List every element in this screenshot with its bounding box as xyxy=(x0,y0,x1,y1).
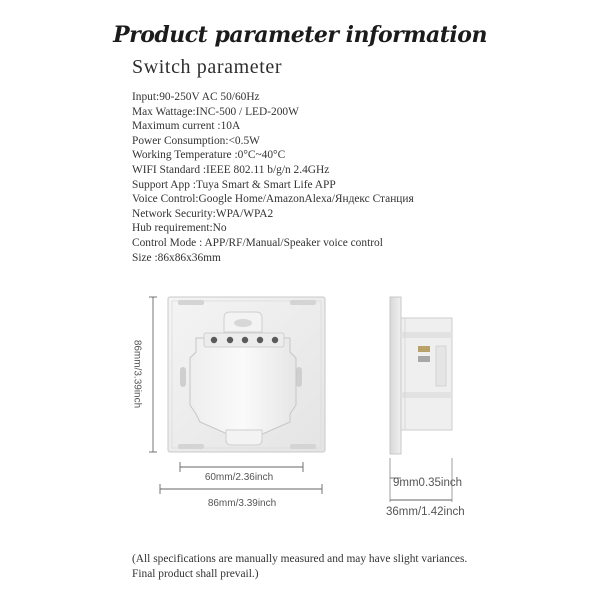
side-plate xyxy=(390,297,401,454)
spec-control-mode: Control Mode : APP/RF/Manual/Speaker voice control xyxy=(132,236,383,249)
bottom-clip xyxy=(226,430,262,445)
terminal-screw xyxy=(257,337,263,343)
height-dimension xyxy=(131,297,157,452)
spec-working-temperature: Working Temperature :0°C~40°C xyxy=(132,149,286,162)
terminal-screw xyxy=(211,337,217,343)
terminal-screw xyxy=(227,337,233,343)
spec-voice-control: Voice Control:Google Home/AmazonAlexa/Яндекс Станция xyxy=(132,193,414,206)
back-box xyxy=(190,338,296,436)
switch-back-view xyxy=(168,297,325,452)
spec-power-consumption: Power Consumption:<0.5W xyxy=(132,134,260,147)
total-depth-dimension xyxy=(386,500,465,518)
spec-support-app: Support App :Tuya Smart & Smart Life APP xyxy=(132,178,336,191)
inner-width-label: 60mm/2.36inch xyxy=(204,472,274,483)
outer-width-label: 86mm/3.39inch xyxy=(207,498,277,509)
spec-input: Input:90-250V AC 50/60Hz xyxy=(132,91,260,103)
mount-tab xyxy=(178,300,204,305)
outer-width-dimension xyxy=(160,484,322,509)
screw-slot xyxy=(180,367,186,387)
mount-tab xyxy=(178,444,204,449)
plate-depth-label: 9mm0.35inch xyxy=(393,477,463,489)
mount-tab xyxy=(290,444,316,449)
terminal-screw xyxy=(272,337,278,343)
section-subtitle: Switch parameter xyxy=(132,56,283,78)
disclaimer-line-2: Final product shall prevail.) xyxy=(132,568,259,580)
terminal-screw xyxy=(242,337,248,343)
spec-max-current: Maximum current :10A xyxy=(132,120,241,133)
height-label: 86mm/3.39inch xyxy=(131,339,143,409)
total-depth-label: 36mm/1.42inch xyxy=(386,506,465,518)
spec-max-wattage: Max Wattage:INC-500 / LED-200W xyxy=(132,105,299,118)
spec-hub-requirement: Hub requirement:No xyxy=(132,222,227,235)
plate-depth-dimension xyxy=(390,477,462,489)
spec-size: Size :86x86x36mm xyxy=(132,251,221,264)
inner-width-dimension xyxy=(180,462,303,483)
switch-side-view xyxy=(390,297,452,502)
mount-tab xyxy=(290,300,316,305)
page-title: Product parameter information xyxy=(113,22,487,48)
disclaimer-note xyxy=(132,552,467,582)
spec-wifi-standard: WIFI Standard :IEEE 802.11 b/g/n 2.4GHz xyxy=(132,163,330,176)
disclaimer-line-1: (All specifications are manually measured and may have slight variances. xyxy=(132,553,468,565)
spec-network-security: Network Security:WPA/WPA2 xyxy=(132,207,274,220)
screw-slot xyxy=(296,367,302,387)
